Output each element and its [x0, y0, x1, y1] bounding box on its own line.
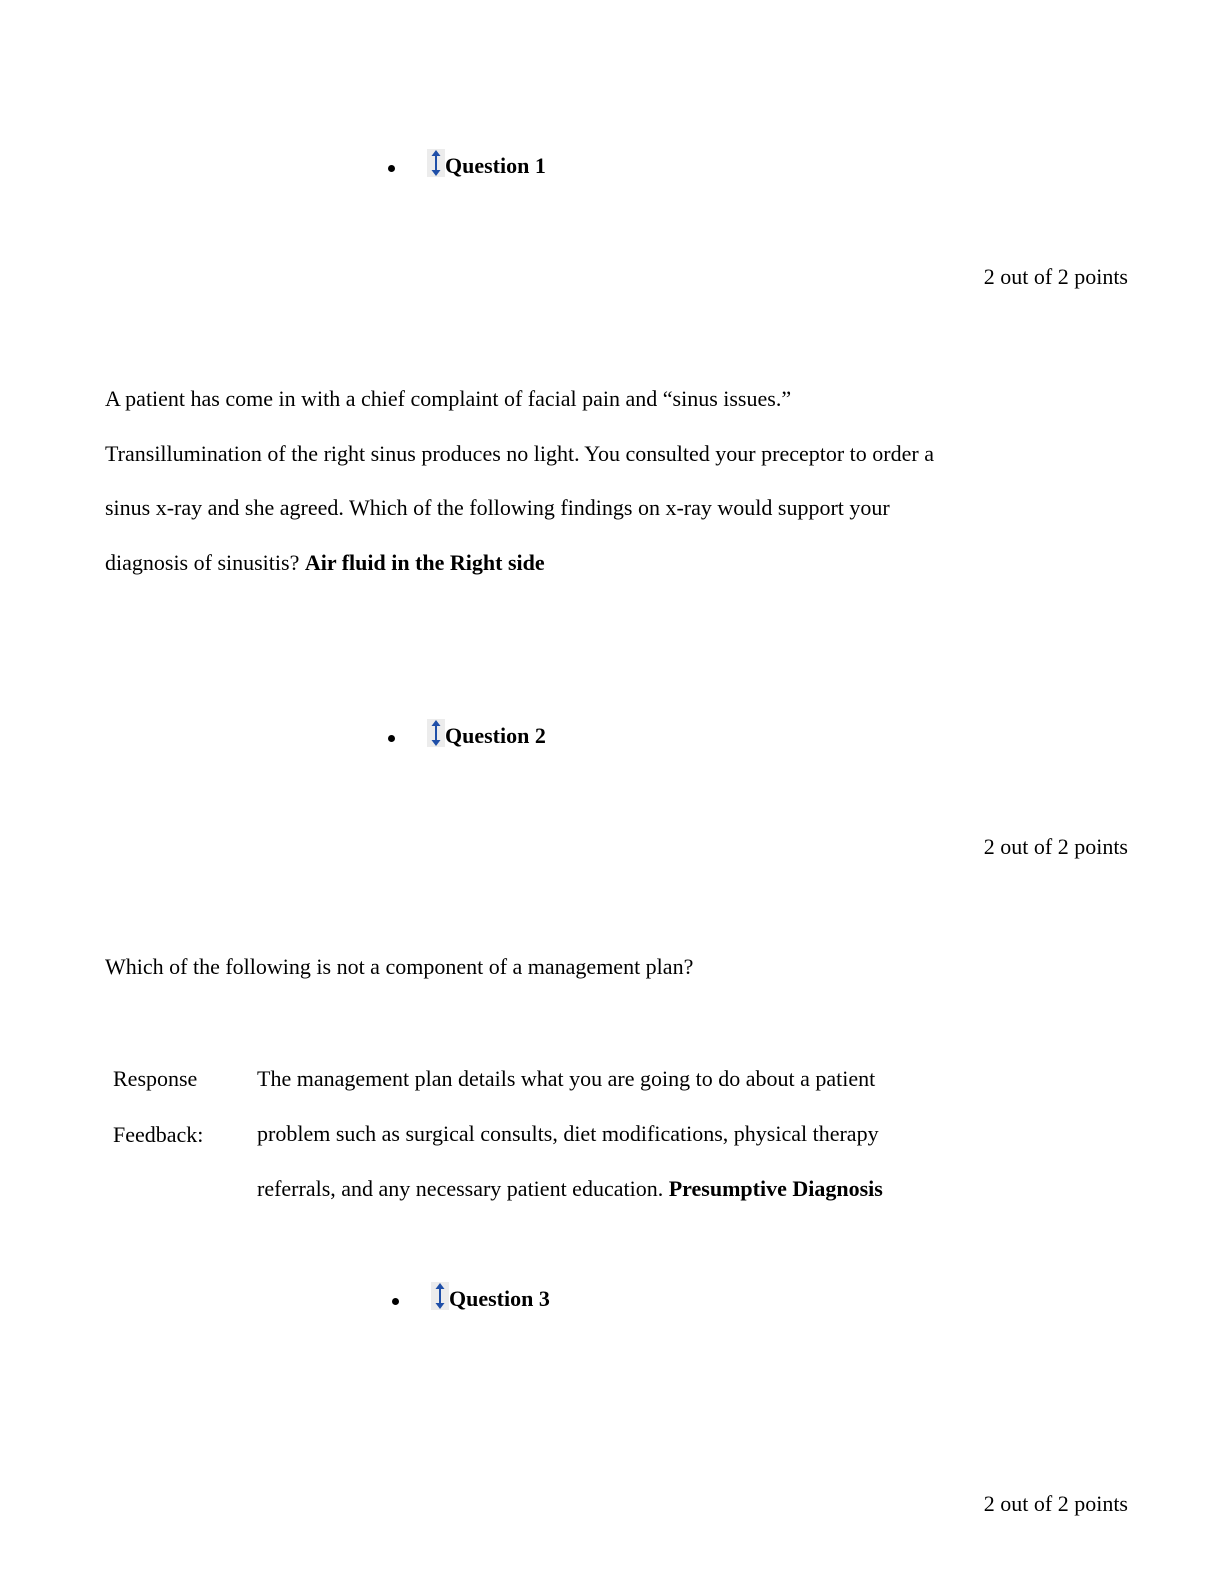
question-1-points: 2 out of 2 points: [983, 264, 1128, 289]
question-2-prompt: Which of the following is not a component of a management plan?: [105, 954, 694, 979]
question-1-header: [388, 150, 546, 182]
question-2-header: [388, 720, 546, 752]
feedback-line-with-answer: [257, 1161, 1017, 1216]
question-label: Question 2: [445, 723, 546, 748]
question-label: Question 1: [445, 153, 546, 178]
feedback-line: problem such as surgical consults, diet modifications, physical therapy: [257, 1121, 879, 1146]
up-down-arrow-icon[interactable]: [431, 1282, 449, 1310]
bullet: [388, 735, 395, 742]
bullet: [388, 165, 395, 172]
feedback-label-line: Feedback:: [113, 1121, 204, 1147]
question-1-prompt: [105, 372, 1065, 590]
prompt-line: sinus x-ray and she agreed. Which of the following findings on x-ray would support your: [105, 495, 890, 520]
prompt-line: A patient has come in with a chief complaint of facial pain and “sinus issues.”: [105, 386, 792, 411]
question-2-points: 2 out of 2 points: [983, 834, 1128, 859]
answer-text: Presumptive Diagnosis: [668, 1176, 883, 1201]
bullet: [392, 1298, 399, 1305]
feedback-line: referrals, and any necessary patient education.: [257, 1176, 664, 1201]
up-down-arrow-icon[interactable]: [427, 149, 445, 177]
prompt-line-with-answer: [105, 536, 1065, 591]
question-3-header: [392, 1283, 550, 1315]
up-down-arrow-icon[interactable]: [427, 719, 445, 747]
feedback-line: The management plan details what you are going to do about a patient: [257, 1066, 876, 1091]
question-3-points: 2 out of 2 points: [983, 1491, 1128, 1516]
question-label: Question 3: [449, 1286, 550, 1311]
feedback-label-line: Response: [113, 1066, 198, 1091]
response-feedback-text: [257, 1051, 1017, 1216]
prompt-line: Transillumination of the right sinus produces no light. You consulted your preceptor to order a: [105, 440, 934, 466]
response-feedback-label: [113, 1051, 203, 1162]
prompt-line: diagnosis of sinusitis?: [105, 549, 300, 575]
answer-text: Air fluid in the Right side: [304, 549, 545, 575]
